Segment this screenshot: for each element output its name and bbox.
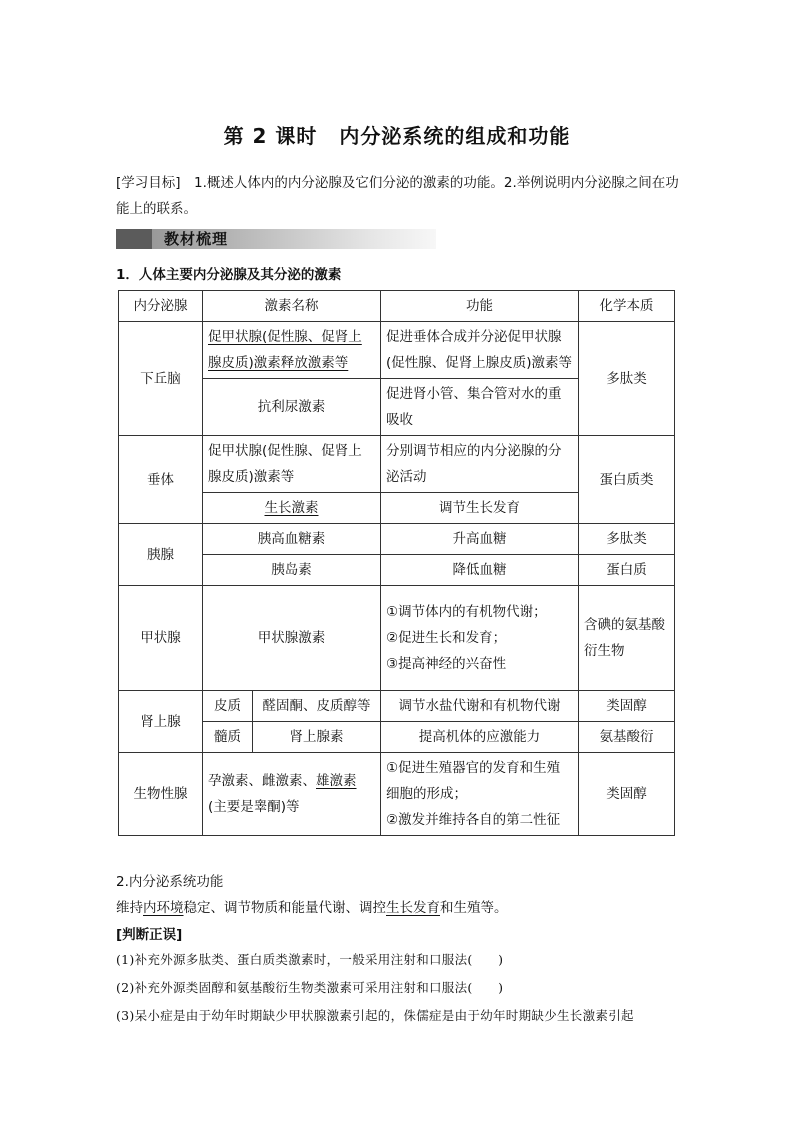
lesson-number: 第 2 课时 xyxy=(223,124,318,148)
section-banner xyxy=(116,229,436,249)
banner-lead-block xyxy=(116,229,152,249)
learning-goal xyxy=(116,170,681,222)
hormone-name-underlined: 雄激素 xyxy=(316,773,357,789)
hormone-cell: 醛固酮、皮质醇等 xyxy=(253,691,381,722)
function-cell xyxy=(381,586,579,691)
table-row xyxy=(119,524,675,555)
text-run-underlined: 内环境 xyxy=(143,900,184,916)
table-row xyxy=(119,691,675,722)
adrenal-part: 髓质 xyxy=(203,722,253,753)
table-row xyxy=(119,722,675,753)
function-cell: 提高机体的应激能力 xyxy=(381,722,579,753)
function-cell: 调节生长发育 xyxy=(381,493,579,524)
header-nature: 化学本质 xyxy=(579,291,675,322)
section2-heading: 2.内分泌系统功能 xyxy=(116,874,224,890)
hormone-cell: 甲状腺激素 xyxy=(203,586,381,691)
function-cell: 促进垂体合成并分泌促甲状腺(促性腺、促肾上腺皮质)激素等 xyxy=(381,322,579,379)
page-title xyxy=(0,120,794,149)
function-line: ①促进生殖器官的发育和生殖细胞的形成； xyxy=(386,760,561,802)
nature-cell: 类固醇 xyxy=(579,691,675,722)
hormone-name: 生长激素 xyxy=(264,500,319,516)
nature-cell: 蛋白质 xyxy=(579,555,675,586)
judge-heading: [判断正误] xyxy=(116,927,183,943)
table-row xyxy=(119,555,675,586)
section1-heading: 1．人体主要内分泌腺及其分泌的激素 xyxy=(116,267,342,283)
function-cell: 降低血糖 xyxy=(381,555,579,586)
function-cell: 分别调节相应的内分泌腺的分泌活动 xyxy=(381,436,579,493)
judge-question-1: (1)补充外源多肽类、蛋白质类激素时，一般采用注射和口服法( ) xyxy=(116,952,504,967)
table-header-row xyxy=(119,291,675,322)
hormone-cell xyxy=(203,493,381,524)
text-run: 稳定、调节物质和能量代谢、调控 xyxy=(183,900,386,916)
hormone-cell: 抗利尿激素 xyxy=(203,379,381,436)
hormone-cell: 促甲状腺(促性腺、促肾上腺皮质)激素等 xyxy=(203,436,381,493)
function-cell: 调节水盐代谢和有机物代谢 xyxy=(381,691,579,722)
hormone-cell: 胰高血糖素 xyxy=(203,524,381,555)
text-run: 和生殖等。 xyxy=(440,900,508,916)
judge-question-3: (3)呆小症是由于幼年时期缺少甲状腺激素引起的，侏儒症是由于幼年时期缺少生长激素引起 xyxy=(116,1008,634,1023)
gland-pituitary: 垂体 xyxy=(119,436,203,524)
nature-cell: 氨基酸衍 xyxy=(579,722,675,753)
judge-question-2: (2)补充外源类固醇和氨基酸衍生物类激素可采用注射和口服法( ) xyxy=(116,980,504,995)
nature-cell: 多肽类 xyxy=(579,322,675,436)
table-row xyxy=(119,436,675,493)
gland-hypothalamus: 下丘脑 xyxy=(119,322,203,436)
table-row xyxy=(119,753,675,836)
function-cell: 升高血糖 xyxy=(381,524,579,555)
hormone-name: (主要是睾酮)等 xyxy=(208,799,300,815)
header-hormone: 激素名称 xyxy=(203,291,381,322)
nature-cell: 含碘的氨基酸衍生物 xyxy=(579,586,675,691)
gland-thyroid: 甲状腺 xyxy=(119,586,203,691)
goal-text: 1.概述人体内的内分泌腺及它们分泌的激素的功能。2.举例说明内分泌腺之间在功能上的联系。 xyxy=(116,175,679,217)
function-line: ②促进生长和发育； xyxy=(386,630,507,646)
header-function: 功能 xyxy=(381,291,579,322)
text-run-underlined: 生长发育 xyxy=(386,900,440,916)
gland-adrenal: 肾上腺 xyxy=(119,691,203,753)
hormone-cell: 肾上腺素 xyxy=(253,722,381,753)
function-cell xyxy=(381,753,579,836)
text-run: 维持 xyxy=(116,900,143,916)
header-gland: 内分泌腺 xyxy=(119,291,203,322)
function-cell: 促进肾小管、集合管对水的重吸收 xyxy=(381,379,579,436)
function-line: ②激发并维持各自的第二性征 xyxy=(386,812,561,828)
hormone-name: 孕激素、雌激素、 xyxy=(208,773,316,789)
goal-label: [学习目标] xyxy=(116,175,181,191)
lesson-title: 内分泌系统的组成和功能 xyxy=(339,124,571,148)
hormone-cell xyxy=(203,753,381,836)
banner-label: 教材梳理 xyxy=(164,230,229,248)
table-row xyxy=(119,586,675,691)
hormone-cell: 胰岛素 xyxy=(203,555,381,586)
gland-pancreas: 胰腺 xyxy=(119,524,203,586)
nature-cell: 类固醇 xyxy=(579,753,675,836)
nature-cell: 蛋白质类 xyxy=(579,436,675,524)
hormone-name: 促甲状腺(促性腺、促肾上腺皮质)激素释放激素等 xyxy=(208,329,362,371)
hormone-cell xyxy=(203,322,381,379)
adrenal-part: 皮质 xyxy=(203,691,253,722)
function-line: ①调节体内的有机物代谢； xyxy=(386,604,547,620)
gland-gonad: 生物性腺 xyxy=(119,753,203,836)
function-line: ③提高神经的兴奋性 xyxy=(386,656,507,672)
section2-text xyxy=(116,896,508,916)
table-row xyxy=(119,322,675,379)
hormone-table xyxy=(118,290,675,836)
nature-cell: 多肽类 xyxy=(579,524,675,555)
